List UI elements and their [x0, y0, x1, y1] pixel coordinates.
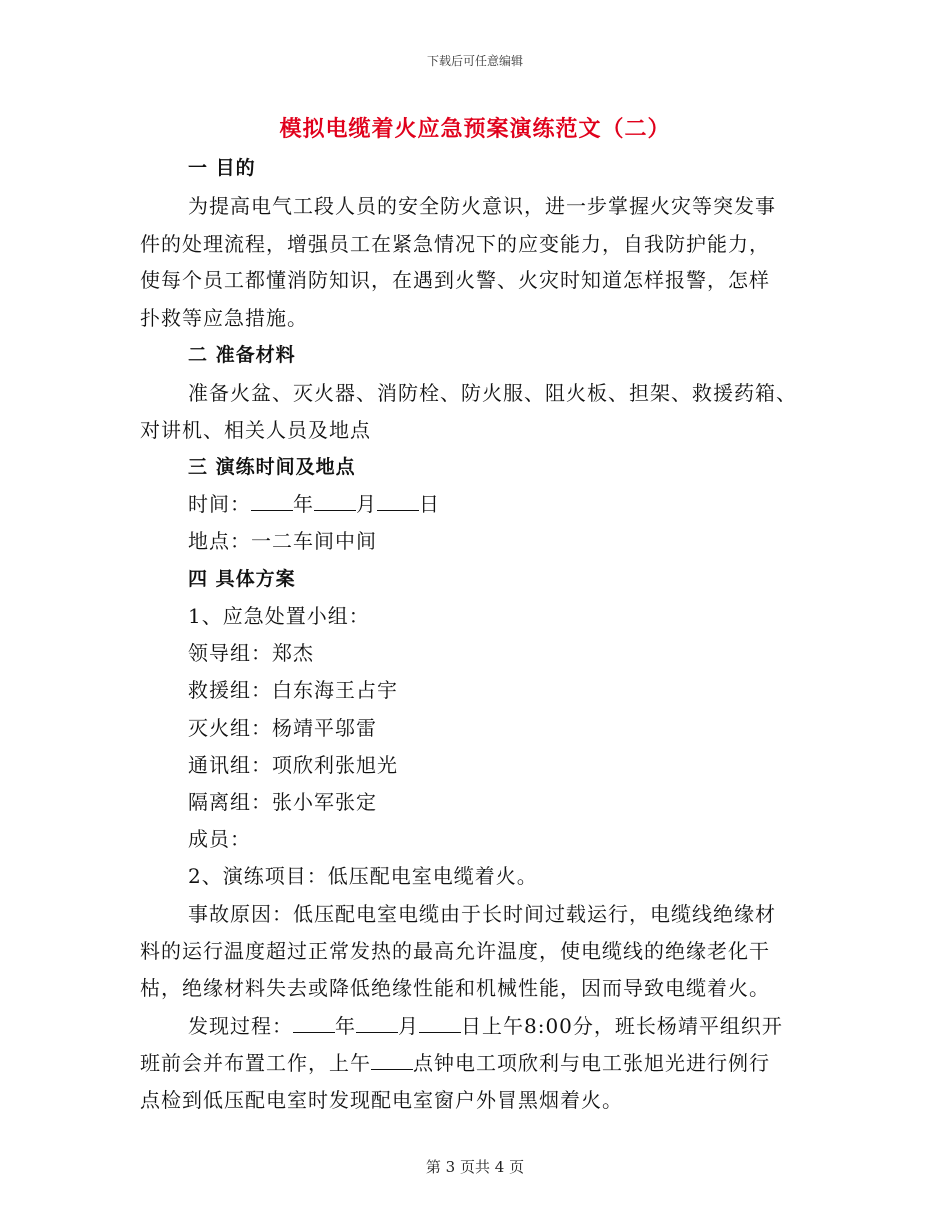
paragraph-line: 使每个员工都懂消防知识，在遇到火警、火灾时知道怎样报警，怎样	[140, 268, 770, 292]
paragraph-line: 对讲机、相关人员及地点	[140, 418, 371, 442]
page-header-note: 下载后可任意编辑	[426, 54, 523, 68]
section-heading-plan: 四 具体方案	[188, 568, 296, 590]
section-heading-materials: 二 准备材料	[188, 344, 296, 366]
month-label: 月	[356, 492, 377, 516]
month-label: 月	[398, 1014, 419, 1038]
paragraph-line: 料的运行温度超过正常发热的最高允许温度，使电缆线的绝缘老化干	[140, 939, 770, 963]
paragraph-line: 枯，绝缘材料失去或降低绝缘性能和机械性能，因而导致电缆着火。	[140, 976, 770, 1000]
discovery-label: 发现过程：	[188, 1014, 293, 1038]
year-label: 年	[335, 1014, 356, 1038]
discovery-text: 班前会并布置工作，上午	[140, 1051, 371, 1075]
month-blank	[356, 1012, 398, 1033]
discovery-text: 日上午8:00分，班长杨靖平组织开	[461, 1014, 783, 1038]
group-leader: 领导组：郑杰	[188, 641, 314, 665]
month-blank	[314, 490, 356, 511]
year-blank	[293, 1012, 335, 1033]
day-blank	[377, 490, 419, 511]
time-line	[188, 490, 878, 518]
paragraph-line: 事故原因：低压配电室电缆由于长时间过载运行，电缆线绝缘材	[188, 902, 776, 926]
day-blank	[419, 1012, 461, 1033]
paragraph-line: 件的处理流程，增强员工在紧急情况下的应变能力，自我防护能力，	[140, 232, 770, 256]
paragraph-line: 为提高电气工段人员的安全防火意识，进一步掌握火灾等突发事	[188, 194, 776, 218]
group-communication: 通讯组：项欣利张旭光	[188, 753, 398, 777]
group-firefighting: 灭火组：杨靖平邬雷	[188, 716, 377, 740]
group-isolation: 隔离组：张小军张定	[188, 790, 377, 814]
year-blank	[251, 490, 293, 511]
section-heading-time-place: 三 演练时间及地点	[188, 456, 356, 478]
place-line: 地点：一二车间中间	[188, 529, 377, 553]
discovery-line-3: 点检到低压配电室时发现配电室窗户外冒黑烟着火。	[140, 1088, 623, 1112]
discovery-line-1	[188, 1012, 878, 1040]
time-label: 时间：	[188, 492, 251, 516]
section-heading-purpose: 一 目的	[188, 157, 256, 179]
year-label: 年	[293, 492, 314, 516]
document-title: 模拟电缆着火应急预案演练范文（二）	[279, 116, 671, 142]
discovery-text: 点钟电工项欣利与电工张旭光进行例行	[413, 1051, 770, 1075]
plan-item-2: 2、演练项目：低压配电室电缆着火。	[188, 864, 538, 888]
page-footer-number: 第 3 页共 4 页	[425, 1158, 525, 1176]
hour-blank	[371, 1049, 413, 1070]
group-rescue: 救援组：白东海王占宇	[188, 678, 398, 702]
plan-item-1: 1、应急处置小组：	[188, 604, 370, 628]
paragraph-line: 扑救等应急措施。	[140, 306, 308, 330]
paragraph-line: 准备火盆、灭火器、消防栓、防火服、阻火板、担架、救援药箱、	[188, 381, 797, 405]
day-label: 日	[419, 492, 440, 516]
group-members: 成员：	[188, 827, 251, 851]
discovery-line-2	[140, 1049, 830, 1077]
